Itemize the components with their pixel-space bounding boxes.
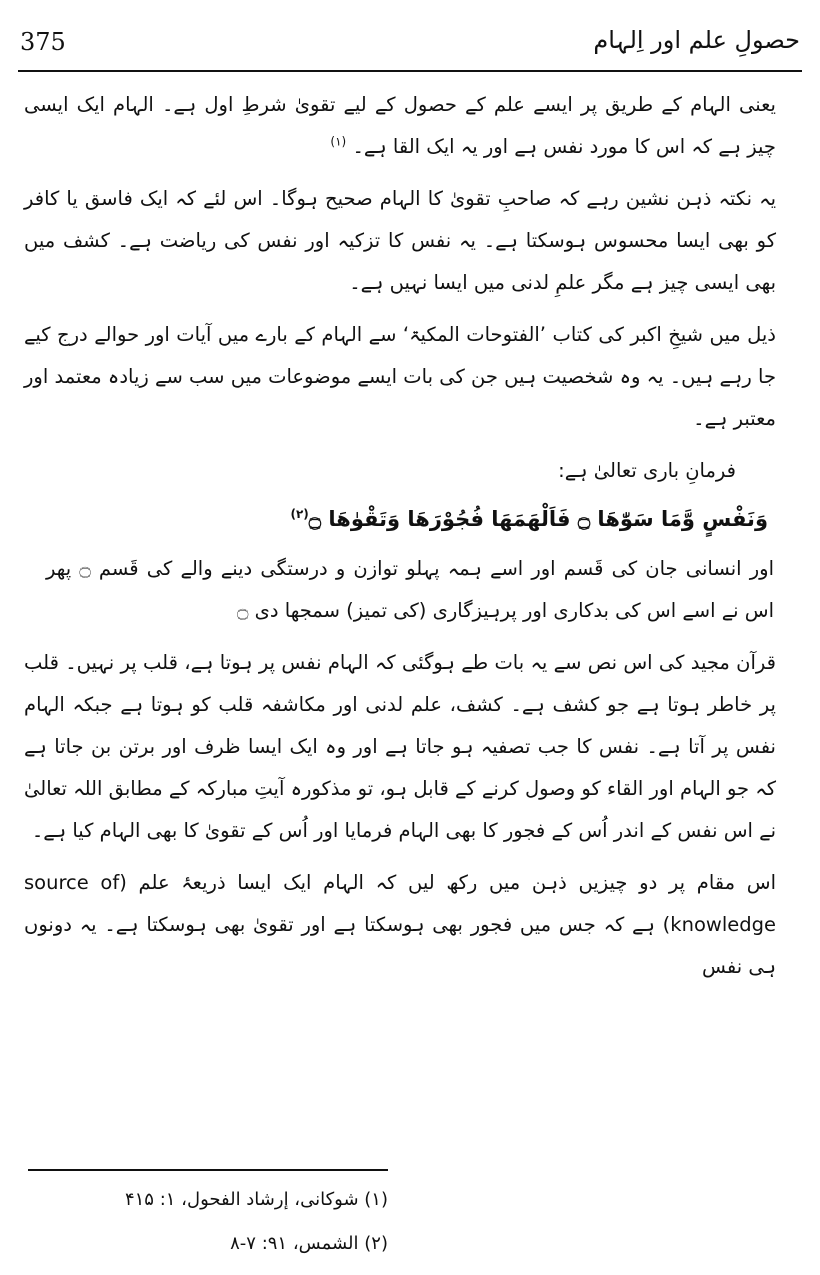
paragraph-quran-nass: قرآن مجید کی اس نص سے یہ بات طے ہوگئی کہ الہام نفس پر ہوتا ہے، قلب پر نہیں۔ قلب پر خاطر ہوتا ہے جو کشف ہے۔ کشف، علم لدنی اور مکاشفہ قلب کو ہوتا ہے جبکہ الہام نفس پر آتا ہے۔ نفس کا جب تصفیہ ہو جاتا ہے اور وہ ایک ایسا ظرف اور برتن بن جاتا ہے کہ جو الہام اور القاء کو وصول کرنے کے قابل ہو، تو مذکورہ آیتِ مبارکہ کے مطابق اللہ تعالیٰ نے اس نفس کے اندر اُس کے فجور کا بھی الہام فرمایا اور اُس کے تقویٰ کا بھی الہام کیا ہے۔ <box>24 651 776 842</box>
verse-text: وَنَفْسٍ وَّمَا سَوّٰهَا ۝ فَاَلْهَمَهَا فُجُوْرَهَا وَتَقْوٰهَا ۝ <box>308 507 768 531</box>
page-number: 375 <box>20 28 66 56</box>
page-body <box>24 84 796 998</box>
paragraph-source-of-knowledge <box>24 862 796 988</box>
verse-translation: اور انسانی جان کی قَسم اور اسے ہمہ پہلو توازن و درستگی دینے والے کی قَسم ۝ پھر اس نے اسے اس کی بدکاری اور پرہیزگاری (کی تمیز) سمجھا دی ۝ <box>46 557 774 622</box>
paragraph-text: یعنی الہام کے طریق پر ایسے علم کے حصول کے لیے تقویٰ شرطِ اول ہے۔ الہام ایک ایسی چیز ہے کہ اس کا مورد نفس ہے اور یہ ایک القا ہے۔ <box>24 93 776 158</box>
footnote-ref-2: (۲) <box>290 507 309 521</box>
paragraph-farman: فرمانِ باری تعالیٰ ہے: <box>558 459 736 482</box>
footnotes <box>28 1178 388 1266</box>
header-rule <box>18 70 802 72</box>
paragraph-taqwa <box>24 84 796 168</box>
running-title: حصولِ علم اور اِلہام <box>593 26 800 54</box>
footnote-1: (۱) شوکانی، إرشاد الفحول، ۱: ۴۱۵ <box>124 1189 388 1210</box>
footnote-2: (۲) الشمس، ۹۱: ۷-۸ <box>230 1233 388 1254</box>
paragraph-text-before: اس مقام پر دو چیزیں ذہن میں رکھ لیں کہ الہام ایک ایسا ذریعۂ علم ( <box>119 871 777 894</box>
footnote-ref-1: (۱) <box>330 134 347 149</box>
paragraph-futuhat: ذیل میں شیخِ اکبر کی کتاب ’الفتوحات المکیۃ‘ سے الہام کے بارے میں آیات اور حوالے درج کیے جا رہے ہیں۔ یہ وہ شخصیت ہیں جن کی بات ایسے موضوعات میں سب سے زیادہ معتمد اور معتبر ہے۔ <box>24 323 776 430</box>
paragraph-sahib-taqwa: یہ نکتہ ذہن نشین رہے کہ صاحبِ تقویٰ کا الہام صحیح ہوگا۔ اس لئے کہ ایک فاسق یا کافر کو بھی ایسا محسوس ہوسکتا ہے۔ یہ نفس کا تزکیہ اور نفس کی ریاضت ہے۔ کشف میں بھی ایسی چیز ہے مگر علمِ لدنی میں ایسا نہیں ہے۔ <box>24 187 776 294</box>
paragraph-text-after: ) ہے کہ جس میں فجور بھی ہوسکتا ہے اور تقویٰ بھی ہوسکتا ہے۔ یہ دونوں ہی نفس <box>24 913 776 978</box>
footnote-rule <box>28 1169 388 1171</box>
quran-verse <box>24 496 768 542</box>
english-term: source of knowledge <box>24 871 776 936</box>
page-header <box>18 18 802 68</box>
